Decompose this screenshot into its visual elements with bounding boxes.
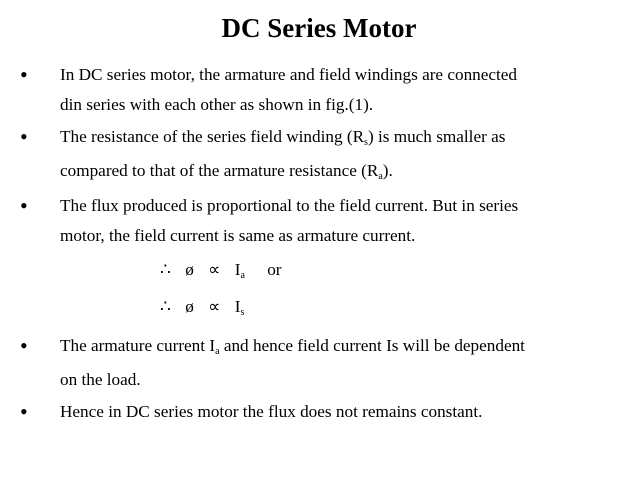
bullet-marker: • — [20, 193, 28, 218]
subscript: s — [240, 307, 245, 318]
bullet-line: In DC series motor, the armature and field windings are connected — [60, 65, 518, 84]
bullet-marker: • — [20, 124, 28, 149]
bullet-line — [60, 156, 610, 186]
bullet-item-1 — [20, 60, 610, 120]
or-word: or — [267, 260, 282, 279]
current-variable — [235, 292, 245, 322]
bullet-text-segment: ) is much smaller as — [367, 127, 506, 146]
bullet-line: on the load. — [60, 370, 141, 389]
bullet-item-3 — [20, 191, 610, 251]
bullet-line: Hence in DC series motor the flux does not remains constant. — [60, 402, 483, 421]
bullet-item-4 — [20, 331, 610, 395]
therefore-symbol: ∴ — [160, 260, 171, 279]
bullet-text-segment: The armature current I — [60, 336, 216, 355]
bullet-line — [60, 331, 610, 361]
bullet-line: din series with each other as shown in fig.(1). — [60, 95, 374, 114]
therefore-symbol: ∴ — [160, 297, 171, 316]
bullet-line — [60, 122, 610, 152]
bullet-text-segment: ). — [382, 161, 393, 180]
phi-symbol: ø — [185, 297, 194, 316]
subscript: a — [378, 171, 383, 182]
bullet-item-5 — [20, 397, 610, 427]
bullet-marker: • — [20, 62, 28, 87]
formula-1 — [160, 255, 282, 285]
formula-2 — [160, 292, 244, 322]
bullet-item-2 — [20, 122, 610, 186]
variable-letter: I — [234, 260, 241, 279]
slide-title: DC Series Motor — [221, 13, 417, 43]
phi-symbol: ø — [185, 260, 194, 279]
variable-letter: I — [234, 297, 241, 316]
subscript: s — [364, 137, 368, 148]
bullet-line: motor, the field current is same as armature current. — [60, 226, 416, 245]
current-variable — [235, 255, 245, 285]
bullet-marker: • — [20, 333, 28, 358]
bullet-line: The flux produced is proportional to the field current. But in series — [60, 196, 519, 215]
subscript: a — [240, 270, 245, 281]
subscript: a — [215, 346, 220, 357]
bullet-text-segment: The resistance of the series field winding (R — [60, 127, 365, 146]
proportional-symbol: ∝ — [208, 260, 221, 279]
bullet-text-segment: and hence field current Is will be dependent — [219, 336, 525, 355]
bullet-text-segment: compared to that of the armature resistance (R — [60, 161, 379, 180]
bullet-marker: • — [20, 399, 28, 424]
proportional-symbol: ∝ — [208, 297, 221, 316]
